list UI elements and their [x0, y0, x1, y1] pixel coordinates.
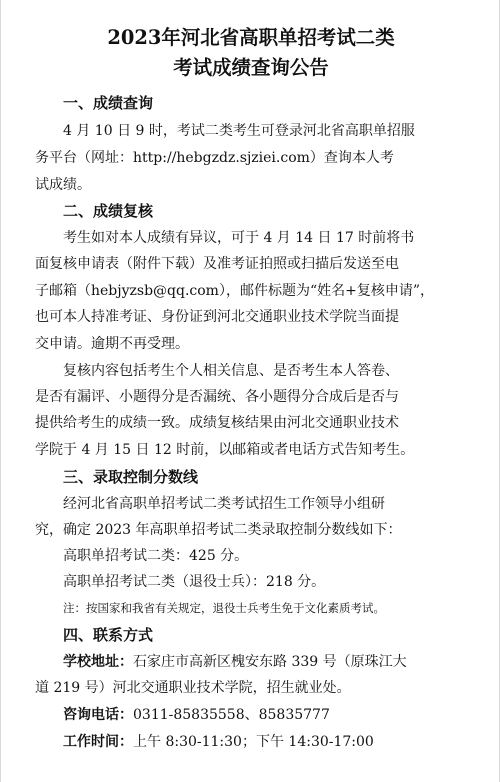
paragraph-line: 交申请。逾期不再受理。	[35, 336, 189, 352]
paragraph-line: 是否有漏评、小题得分是否漏统、各小题得分合成后是否与	[35, 389, 399, 405]
address-value: 石家庄市高新区槐安东路 339 号（原珠江大	[133, 654, 407, 670]
note: 注：按国家和我省有关规定，退役士兵考生免于文化素质考试。	[63, 601, 385, 615]
title-line-2: 考试成绩查询公告	[173, 56, 329, 79]
paragraph-line: 提供给考生的成绩一致。成绩复核结果由河北交通职业技术	[35, 415, 399, 431]
phone-line	[63, 704, 330, 726]
paragraph-line: 考生如对本人成绩有异议，可于 4 月 14 日 17 时前将书	[63, 230, 415, 246]
title-line-1: 2023年河北省高职单招考试二类	[107, 26, 395, 49]
paragraph-line: 4 月 10 日 9 时，考试二类考生可登录河北省高职单招服	[63, 123, 415, 139]
hours-value: 上午 8:30-11:30；下午 14:30-17:00	[133, 734, 374, 750]
phone-label: 咨询电话：	[63, 707, 133, 723]
cutoff-score-veteran: 高职单招考试二类（退役士兵）：218 分。	[63, 574, 326, 590]
address-line-2: 道 219 号）河北交通职业技术学院，招生就业处。	[35, 680, 351, 696]
paragraph-line: 复核内容包括考生个人相关信息、是否考生本人答卷、	[63, 363, 399, 379]
phone-value: 0311-85835558、85835777	[133, 707, 330, 723]
section-heading-score-review: 二、成绩复核	[63, 202, 154, 220]
paragraph-line: 也可本人持准考证、身份证到河北交通职业技术学院当面提	[35, 309, 399, 325]
paragraph-line: 子邮箱（hebjyzsb@qq.com），邮件标题为“姓名+复核申请”，	[35, 283, 434, 299]
section-heading-contact: 四、联系方式	[63, 626, 154, 644]
section-heading-score-query: 一、成绩查询	[63, 94, 154, 112]
paragraph-line: 务平台（网址：http://hebgzdz.sjziei.com）查询本人考	[35, 150, 394, 166]
cutoff-score-general: 高职单招考试二类：425 分。	[63, 548, 249, 564]
paragraph-line: 学院于 4 月 15 日 12 时前，以邮箱或者电话方式告知考生。	[35, 442, 415, 458]
hours-line	[63, 731, 374, 753]
address-label: 学校地址：	[63, 654, 133, 670]
paragraph-line: 究，确定 2023 年高职单招考试二类录取控制分数线如下：	[35, 522, 402, 538]
hours-label: 工作时间：	[63, 734, 133, 750]
paragraph-line: 试成绩。	[35, 177, 91, 193]
paragraph-line: 面复核申请表（附件下载）及准考证拍照或扫描后发送至电	[35, 256, 399, 272]
section-heading-cutoff-score: 三、录取控制分数线	[63, 468, 199, 486]
address-line-1	[63, 651, 407, 673]
paragraph-line: 经河北省高职单招考试二类考试招生工作领导小组研	[63, 496, 385, 512]
